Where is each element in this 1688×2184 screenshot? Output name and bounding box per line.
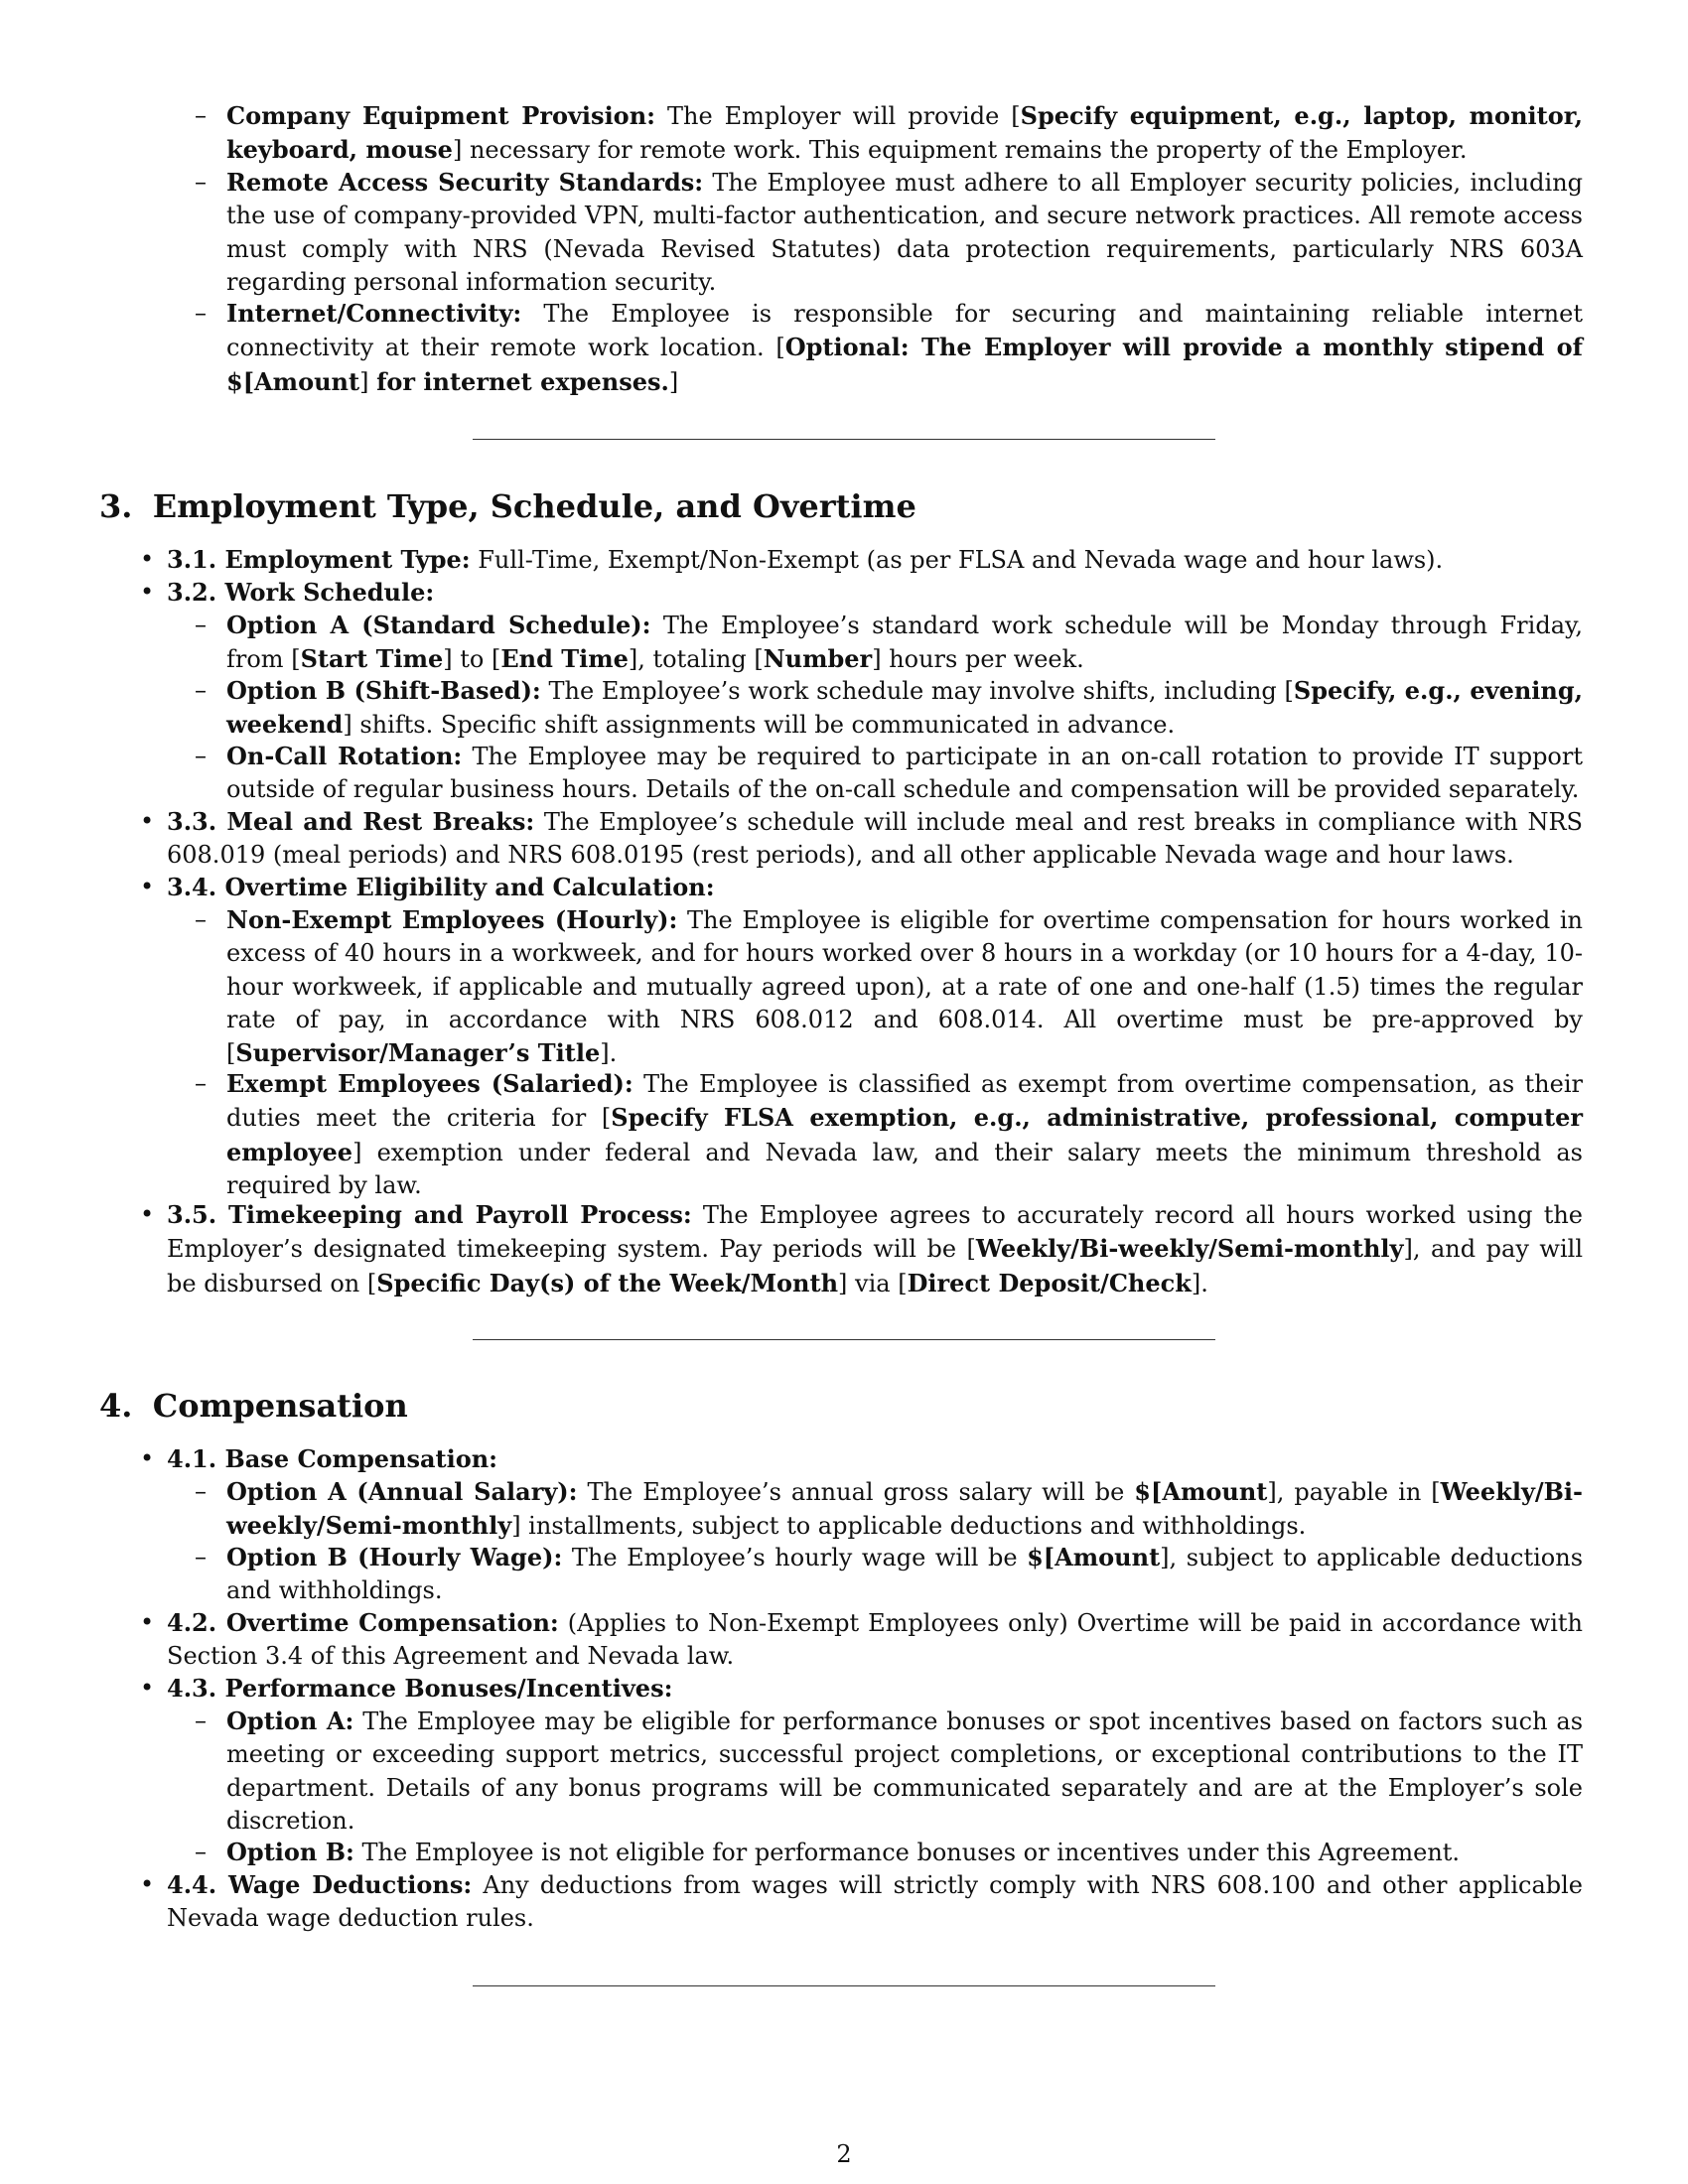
bold-text: Weekly/Bi-weekly/Semi-monthly [975, 1234, 1404, 1264]
bold-text: $[Amount [1027, 1543, 1161, 1571]
bold-text: Specify equipment, e.g., laptop, monitor, keyboard, mouse [226, 101, 1583, 165]
bold-text: Start Time [300, 644, 444, 674]
item-3-4-exempt [195, 1067, 1583, 1202]
body-text: ], subject to applicable deductions and withholdings. [226, 1544, 1584, 1605]
item-3-2-option-b [195, 674, 1583, 743]
dash-marker: – [195, 168, 207, 196]
item-4-1-option-b [195, 1541, 1584, 1608]
dash-marker: – [195, 1477, 207, 1505]
bold-text: Exempt Employees (Salaried): [226, 1069, 633, 1098]
body-text: The Employee must adhere to all Employer security policies, including the use of company-provided VPN, multi-factor authentication, and secure network practices. All remote access must comply with NRS (Nevada Revised Statutes) data protection requirements, particularly NRS 603A regarding personal information security. [226, 169, 1584, 296]
item-4-1-option-a [195, 1475, 1584, 1544]
body-text: The Employee is classified as exempt from overtime compensation, as their duties meet the criteria for [ [226, 1070, 1583, 1133]
bold-text: 3.2. Work Schedule: [167, 578, 435, 607]
body-text: ] hours per week. [872, 645, 1084, 674]
body-text: ], and pay will be disbursed on [ [167, 1235, 1583, 1297]
bold-text: Direct Deposit/Check [907, 1268, 1192, 1297]
section-divider [473, 439, 1215, 440]
body-text: The Employer will provide [ [655, 102, 1021, 130]
body-text: The Employee’s hourly wage will be [562, 1544, 1028, 1571]
bold-text: Option B: [226, 1838, 354, 1866]
dash-marker: – [195, 1543, 207, 1570]
item-3-4-non-exempt [195, 903, 1583, 1070]
list-item-remote-access [195, 166, 1584, 299]
dash-marker: – [195, 905, 207, 933]
bullet-marker: • [140, 873, 155, 900]
bold-text: Weekly/Bi-weekly/Semi-monthly [226, 1477, 1584, 1541]
body-text: ], totaling [ [628, 645, 764, 674]
item-4-4 [140, 1868, 1583, 1936]
dash-marker: – [195, 676, 207, 704]
item-3-1 [140, 543, 1583, 577]
item-4-2 [140, 1606, 1583, 1674]
dash-marker: – [195, 611, 207, 638]
dash-marker: – [195, 1706, 207, 1734]
dash-marker: – [195, 742, 207, 769]
bold-text: Specify, e.g., evening, weekend [226, 676, 1583, 740]
item-3-2 [140, 576, 1583, 610]
bold-text: Optional: The Employer will provide a monthly stipend of $[Amount [226, 333, 1584, 396]
bold-text: 4.2. Overtime Compensation: [167, 1608, 559, 1637]
body-text: ] to [ [443, 645, 501, 674]
bold-text: On-Call Rotation: [226, 742, 463, 770]
body-text: The Employee’s standard work schedule will be Monday through Friday, from [ [226, 612, 1583, 674]
bold-text: Non-Exempt Employees (Hourly): [226, 905, 678, 934]
body-text: The Employee is eligible for overtime compensation for hours worked in excess of 40 hours in a workweek, and for hours worked over 8 hours in a workday (or 10 hours for a 4-day, 10-hour workweek, if applicable and mutually agreed upon), at a rate of one and one-half (1.5) times the regular rate of pay, in accordance with NRS 608.012 and 608.014. All overtime must be pre-approved by [ [226, 906, 1583, 1068]
section-divider [473, 1985, 1215, 1986]
page-number: 2 [836, 2140, 852, 2168]
body-text: ] installments, subject to applicable deductions and withholdings. [511, 1512, 1307, 1541]
dash-marker: – [195, 101, 207, 129]
bold-text: 3.4. Overtime Eligibility and Calculation: [167, 873, 715, 901]
bold-text: Option A (Standard Schedule): [226, 611, 651, 639]
bullet-marker: • [140, 578, 155, 606]
item-3-5 [140, 1198, 1584, 1300]
bold-text: for internet expenses. [376, 366, 669, 396]
bold-text: Company Equipment Provision: [226, 101, 655, 130]
dash-marker: – [195, 1838, 207, 1865]
bullet-marker: • [140, 1200, 155, 1228]
body-text: ] [359, 367, 377, 396]
body-text: The Employee may be eligible for performance bonuses or spot incentives based on factors such as meeting or exceeding support metrics, successful project completions, or exceptional contributions to the IT department. Details of any bonus programs will be communicated separately and are at the Employer’s sole discretion. [226, 1707, 1584, 1835]
bold-text: Remote Access Security Standards: [226, 168, 704, 197]
bold-text: 3.5. Timekeeping and Payroll Process: [167, 1200, 692, 1229]
bold-text: Option A (Annual Salary): [226, 1477, 578, 1506]
item-3-2-option-a [195, 609, 1583, 677]
body-text: ]. [1191, 1269, 1208, 1297]
body-text: Full-Time, Exempt/Non-Exempt (as per FLSA and Nevada wage and hour laws). [470, 546, 1444, 574]
body-text: The Employee’s work schedule may involve shifts, including [ [540, 677, 1294, 705]
section-3-heading: 3. Employment Type, Schedule, and Overtime [99, 487, 916, 525]
bold-text: Specify FLSA exemption, e.g., administrative, professional, computer employee [226, 1103, 1583, 1166]
item-4-3-option-a [195, 1705, 1584, 1838]
body-text: The Employee is not eligible for performance bonuses or incentives under this Agreement. [353, 1839, 1461, 1866]
item-3-2-on-call [195, 740, 1583, 807]
dash-marker: – [195, 299, 207, 327]
bold-text: Number [763, 644, 873, 674]
list-item-internet [195, 297, 1584, 399]
bold-text: End Time [500, 644, 629, 674]
body-text: ] shifts. Specific shift assignments will be communicated in advance. [343, 711, 1176, 740]
body-text: ] exemption under federal and Nevada law, and their salary meets the minimum threshold as required by law. [226, 1138, 1583, 1199]
bold-text: Specific Day(s) of the Week/Month [376, 1268, 839, 1297]
item-4-1 [140, 1442, 1583, 1476]
section-4-heading: 4. Compensation [99, 1387, 408, 1425]
body-text: The Employee’s schedule will include meal and rest breaks in compliance with NRS 608.019 (meal periods) and NRS 608.0195 (rest periods), and all other applicable Nevada wage and hour laws. [167, 808, 1583, 870]
bold-text: 4.1. Base Compensation: [167, 1444, 498, 1473]
body-text: The Employee’s annual gross salary will be [577, 1478, 1135, 1506]
bold-text: Internet/Connectivity: [226, 299, 522, 328]
bold-text: Supervisor/Manager’s Title [235, 1038, 601, 1068]
bullet-marker: • [140, 1870, 155, 1898]
item-4-3 [140, 1672, 1583, 1706]
bold-text: 4.4. Wage Deductions: [167, 1870, 473, 1899]
bold-text: $[Amount [1134, 1477, 1268, 1506]
body-text: The Employee may be required to participate in an on-call rotation to provide IT support outside of regular business hours. Details of the on-call schedule and compensation will be provided separately. [226, 743, 1583, 804]
body-text: The Employee is responsible for securing and maintaining reliable internet connectivity at their remote work location. [ [226, 300, 1583, 362]
body-text: The Employee agrees to accurately record all hours worked using the Employer’s designated timekeeping system. Pay periods will be [ [167, 1201, 1584, 1264]
bold-text: Option A: [226, 1706, 354, 1735]
bullet-marker: • [140, 1674, 155, 1702]
body-text: ] necessary for remote work. This equipment remains the property of the Employer. [452, 136, 1468, 165]
item-3-4 [140, 871, 1583, 904]
item-4-3-option-b [195, 1836, 1583, 1869]
bullet-marker: • [140, 545, 155, 573]
bold-text: 4.3. Performance Bonuses/Incentives: [167, 1674, 673, 1703]
body-text: Any deductions from wages will strictly comply with NRS 608.100 and other applicable Nevada wage deduction rules. [167, 1871, 1583, 1933]
bold-text: Option B (Hourly Wage): [226, 1543, 563, 1571]
bold-text: 3.1. Employment Type: [167, 545, 471, 574]
bullet-marker: • [140, 807, 155, 835]
list-item-equipment [195, 99, 1583, 168]
body-text: ] via [ [838, 1269, 908, 1297]
bold-text: 3.3. Meal and Rest Breaks: [167, 807, 535, 836]
body-text: (Applies to Non-Exempt Employees only) Overtime will be paid in accordance with Section 3.4 of this Agreement and Nevada law. [167, 1609, 1583, 1671]
body-text: ] [668, 367, 679, 396]
bullet-marker: • [140, 1608, 155, 1636]
item-3-3 [140, 805, 1583, 873]
bullet-marker: • [140, 1444, 155, 1472]
dash-marker: – [195, 1069, 207, 1097]
body-text: ], payable in [ [1267, 1478, 1441, 1506]
section-divider [473, 1339, 1215, 1340]
bold-text: Option B (Shift-Based): [226, 676, 541, 705]
body-text: ]. [600, 1039, 618, 1068]
